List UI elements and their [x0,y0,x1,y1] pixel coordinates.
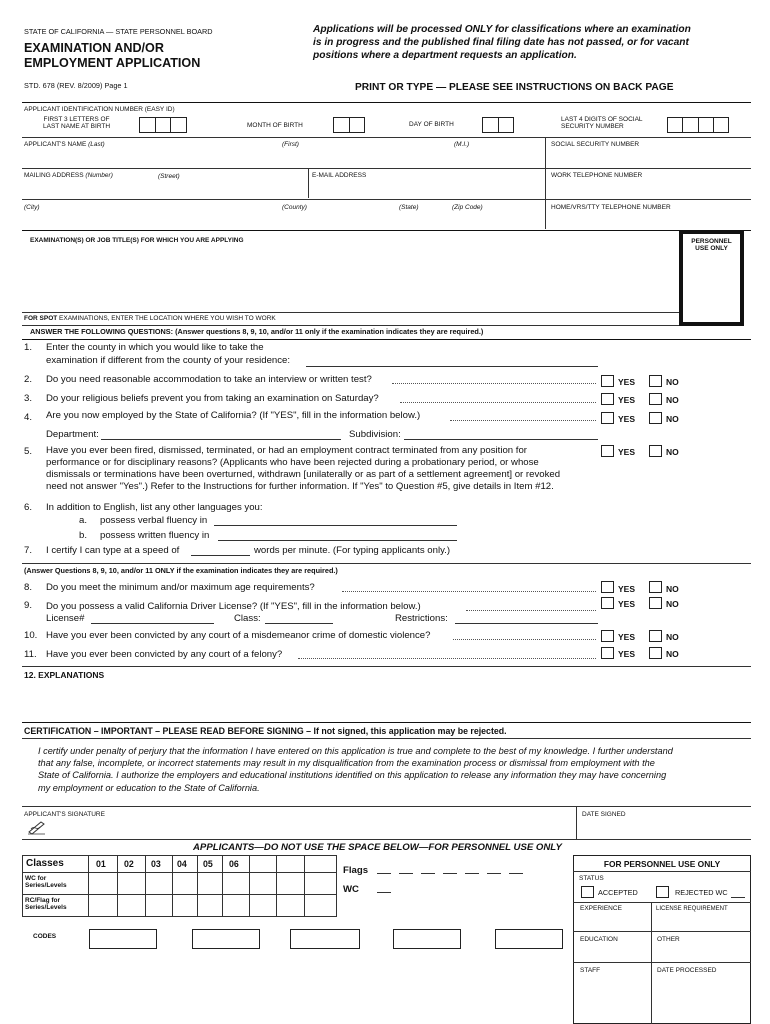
q4-yes-label: YES [618,414,636,424]
explanations-label: 12. EXPLANATIONS [24,670,105,680]
classes-col-line [276,855,277,917]
wc-label: WC [343,884,359,895]
cert-line2: that any false, incomplete, or incorrect statements may result in my disqualification from the examination process or dismissal from employment with the [38,758,655,769]
class-col-04: 04 [177,859,187,869]
wc-series-line1: WC for [25,875,47,882]
wc-series-line2: Series/Levels [25,882,67,890]
day-of-birth-input[interactable] [482,117,514,133]
q2-no-checkbox[interactable] [649,375,662,387]
q8-leader [342,591,596,592]
q10-yes-label: YES [618,632,636,642]
classes-col-line [222,855,223,917]
section2-header: (Answer Questions 8, 9, 10, and/or 11 ONLY if the examination indicates they are required.) [24,566,338,575]
accepted-label: ACCEPTED [598,888,638,897]
q11-number: 11. [24,649,37,660]
exam-title-input[interactable] [26,250,674,310]
date-signed-input[interactable] [582,820,747,836]
notice-line2: is in progress and the published final filing date has not passed, or for vacant [313,37,689,49]
code-box-2[interactable] [192,929,260,949]
q5-line4: need not answer "Yes".) Refer to the Instructions for further information. If "Yes" to Question #5, give details in Item #12. [46,480,554,492]
q9-no-label: NO [666,599,679,609]
q5-no-checkbox[interactable] [649,445,662,457]
state-label: (State) [399,204,419,211]
q8-yes-label: YES [618,584,636,594]
license-number-input[interactable] [91,623,214,624]
form-title-line2: EMPLOYMENT APPLICATION [24,56,201,70]
q4-no-checkbox[interactable] [649,412,662,424]
staff-label: STAFF [580,967,601,974]
city-row-rule [22,199,751,200]
q1-county-input[interactable] [306,366,598,367]
notice-line3: positions where a department requests an application. [313,50,577,62]
month-of-birth-label: MONTH OF BIRTH [247,122,303,129]
print-instructions: PRINT OR TYPE — PLEASE SEE INSTRUCTIONS ON BACK PAGE [355,82,674,93]
personnel-use-only-title: FOR PERSONNEL USE ONLY [603,859,721,869]
spot-rest: EXAMINATIONS, ENTER THE LOCATION WHERE YOU WISH TO WORK [57,315,276,322]
section2-top-rule [22,563,751,564]
classes-col-line [172,855,173,917]
signature-input[interactable] [52,818,572,836]
q3-no-label: NO [666,395,679,405]
verbal-fluency-input[interactable] [214,525,457,526]
class-col-03: 03 [151,859,161,869]
personnel-panel-divider [651,902,652,1024]
q2-yes-checkbox[interactable] [601,375,614,387]
personnel-line1: PERSONNEL [691,238,732,245]
q4-number: 4. [24,412,33,423]
class-col-01: 01 [96,859,106,869]
first-name-label: (First) [282,141,299,148]
certification-statement [38,745,750,794]
q4-yes-checkbox[interactable] [601,412,614,424]
street-label: (Street) [158,173,180,180]
rc-flag-line1: RC/Flag for [25,897,61,904]
exam-title-label: EXAMINATION(S) OR JOB TITLE(S) FOR WHICH YOU ARE APPLYING [30,237,244,244]
name-label-text: APPLICANT'S NAME [24,141,87,148]
q2-leader [392,383,596,384]
q3-leader [400,402,596,403]
q5-no-label: NO [666,447,679,457]
classes-col-line [304,855,305,917]
flag-slot-2[interactable] [399,873,413,874]
q3-text: Do your religious beliefs prevent you from taking an examination on Saturday? [46,393,379,404]
license-class-input[interactable] [265,623,333,624]
q9-yes-label: YES [618,599,636,609]
q7-number: 7. [24,545,33,556]
classes-col-line [249,855,250,917]
typing-speed-input[interactable] [191,555,250,556]
email-input[interactable] [312,182,542,196]
q5-line3: dismissals or terminations have been overturned, withdrawn [unilaterally or as part of a settlement agreement] or revoked [46,468,561,480]
first3-line2: LAST NAME AT BIRTH [43,123,111,131]
q5-text [46,445,594,493]
explanations-rule [22,666,751,667]
mailing-number-hint: (Number) [85,172,113,179]
q1-text-line2: examination if different from the county of your residence: [46,355,291,366]
q6-text: In addition to English, list any other languages you: [46,502,263,513]
date-signed-divider [576,806,577,839]
signature-bottom-rule [22,839,751,840]
classes-grid-row2 [22,894,337,895]
applicant-name-input[interactable] [24,152,541,166]
zip-label: (Zip Code) [452,204,483,211]
q8-yes-checkbox[interactable] [601,581,614,593]
rejected-label: REJECTED WC [675,888,728,897]
rc-flag-label [25,897,67,911]
q2-no-label: NO [666,377,679,387]
department-input[interactable] [101,439,341,440]
flags-label: Flags [343,865,369,876]
restrictions-input[interactable] [455,623,598,624]
status-label: STATUS [579,875,604,882]
q11-no-label: NO [666,649,679,659]
q4-leader [450,420,596,421]
q2-number: 2. [24,374,33,385]
home-phone-label: HOME/VRS/TTY TELEPHONE NUMBER [551,204,671,211]
q3-number: 3. [24,393,33,404]
license-requirement-label: LICENSE REQUIREMENT [656,906,728,912]
q2-yes-label: YES [618,377,636,387]
mailing-address-label [24,172,113,179]
ssn-last4-label [561,116,643,130]
date-signed-label: DATE SIGNED [582,811,626,818]
class-col-02: 02 [124,859,134,869]
name-last-hint: (Last) [88,141,105,148]
day-of-birth-label: DAY OF BIRTH [409,121,454,128]
restrictions-label: Restrictions: [395,613,448,624]
license-number-label: License# [46,613,85,624]
q6-number: 6. [24,502,33,513]
rc-flag-line2: Series/Levels [25,904,67,912]
flag-slot-5[interactable] [465,873,479,874]
q9-text: Do you possess a valid California Driver License? (If "YES", fill in the information below.) [46,601,421,612]
q5-line1: Have you ever been fired, dismissed, terminated, or had an employment contract terminated from any position for [46,445,527,456]
personnel-banner: APPLICANTS—DO NOT USE THE SPACE BELOW—FOR PERSONNEL USE ONLY [193,842,562,853]
q11-yes-checkbox[interactable] [601,647,614,659]
q10-no-checkbox[interactable] [649,630,662,642]
education-label: EDUCATION [580,936,618,943]
q6b-text: possess written fluency in [100,530,210,541]
certification-top-rule [22,722,751,723]
form-number: STD. 678 (REV. 8/2009) Page 1 [24,81,128,90]
code-box-4[interactable] [393,929,461,949]
wc-series-label [25,875,67,889]
first-3-letters-label [43,116,110,130]
rejected-wc-input[interactable] [731,897,745,898]
flag-slot-3[interactable] [421,873,435,874]
classes-col-line [88,855,89,917]
code-box-3[interactable] [290,929,360,949]
q5-yes-label: YES [618,447,636,457]
processing-notice [313,23,765,63]
flag-slot-1[interactable] [377,873,391,874]
classes-col-line [197,855,198,917]
flag-slot-7[interactable] [509,873,523,874]
date-processed-label: DATE PROCESSED [657,967,717,974]
q3-yes-checkbox[interactable] [601,393,614,405]
exam-section-rule [22,230,751,231]
q3-no-checkbox[interactable] [649,393,662,405]
q8-text: Do you meet the minimum and/or maximum age requirements? [46,582,315,593]
first-3-letters-input[interactable] [139,117,187,133]
q8-number: 8. [24,582,33,593]
cert-line3: State of California. I authorize the employers and educational institutions identified on this application to release any information they may have concerning [38,770,667,781]
signature-label: APPLICANT'S SIGNATURE [24,811,105,818]
q2-text: Do you need reasonable accommodation to take an interview or written test? [46,374,372,385]
q11-yes-label: YES [618,649,636,659]
department-label: Department: [46,429,99,440]
education-rule [573,931,751,932]
cert-line4: my employment or education to the State of California. [38,782,260,793]
staff-rule [573,962,751,963]
ssn4-line1: LAST 4 DIGITS OF SOCIAL [561,116,643,123]
email-divider [308,168,309,198]
personnel-line2: USE ONLY [695,245,728,253]
first3-line1: FIRST 3 LETTERS OF [43,116,110,123]
code-box-5[interactable] [495,929,563,949]
q9-no-checkbox[interactable] [649,597,662,609]
applicant-name-label [24,141,105,148]
classes-col-line [145,855,146,917]
q7-text-pre: I certify I can type at a speed of [46,545,180,556]
q8-no-checkbox[interactable] [649,581,662,593]
q10-yes-checkbox[interactable] [601,630,614,642]
accepted-checkbox[interactable] [581,886,594,898]
q6b-letter: b. [79,530,88,541]
middle-initial-label: (M.I.) [454,141,470,148]
q10-leader [453,639,596,640]
mailing-address-input[interactable] [24,182,304,196]
experience-label: EXPERIENCE [580,905,622,912]
cert-line1: I certify under penalty of perjury that the information I have entered on this application is true and complete to the best of my knowledge. I further understand [38,746,673,756]
q9-leader [466,610,596,611]
certification-header-rule [22,738,751,739]
easy-id-label: APPLICANT IDENTIFICATION NUMBER (EASY ID) [24,106,175,113]
city-label: (City) [24,204,40,211]
spot-exam-label [24,315,276,322]
certification-header: CERTIFICATION – IMPORTANT – PLEASE READ BEFORE SIGNING – If not signed, this application may be rejected. [24,726,507,736]
classes-col-line [117,855,118,917]
q6a-letter: a. [79,515,88,526]
agency-name: STATE OF CALIFORNIA — STATE PERSONNEL BOARD [24,27,213,36]
ssn4-line2: SECURITY NUMBER [561,123,624,131]
wc-slot[interactable] [377,892,391,893]
spot-bold: FOR SPOT [24,315,58,322]
q4-no-label: NO [666,414,679,424]
q10-text: Have you ever been convicted by any court of a misdemeanor crime of domestic violence? [46,630,431,641]
mailing-label-text: MAILING ADDRESS [24,172,84,179]
pen-icon [27,819,47,835]
q9-yes-checkbox[interactable] [601,597,614,609]
ssn-label: SOCIAL SECURITY NUMBER [551,141,640,148]
classes-grid-row1 [22,872,337,873]
experience-rule [573,902,751,903]
questions-header-bottom-rule [22,339,751,340]
county-label: (County) [282,204,307,211]
month-of-birth-input[interactable] [333,117,365,133]
subdivision-label: Subdivision: [349,429,401,440]
q9-number: 9. [24,600,33,611]
questions-header-top-rule [22,325,679,326]
q5-yes-checkbox[interactable] [601,445,614,457]
classes-label: Classes [26,858,64,869]
q11-leader [298,658,596,659]
status-top-rule [573,871,751,872]
other-label: OTHER [657,936,680,943]
q6a-text: possess verbal fluency in [100,515,208,526]
q10-number: 10. [24,630,38,641]
flag-slot-6[interactable] [487,873,501,874]
signature-top-rule [22,806,751,807]
q8-no-label: NO [666,584,679,594]
code-box-1[interactable] [89,929,157,949]
questions-header: ANSWER THE FOLLOWING QUESTIONS: (Answer questions 8, 9, 10, and/or 11 only if the examination indicates they are required.) [30,327,484,336]
id-top-rule [22,102,751,103]
q7-text-post: words per minute. (For typing applicants only.) [254,545,451,556]
explanations-input[interactable] [24,683,749,719]
q5-number: 5. [24,446,33,457]
subdivision-input[interactable] [404,439,598,440]
class-col-05: 05 [203,859,213,869]
form-title-line1: EXAMINATION AND/OR [24,41,164,55]
ssn-last4-input[interactable] [667,117,729,133]
q3-yes-label: YES [618,395,636,405]
spot-rule [22,312,679,313]
email-label: E-MAIL ADDRESS [312,172,367,179]
q11-text: Have you ever been convicted by any court of a felony? [46,649,283,660]
q10-no-label: NO [666,632,679,642]
q1-number: 1. [24,342,33,353]
notice-line1: Applications will be processed ONLY for classifications where an examination [313,24,691,35]
personnel-use-label [683,238,740,252]
q5-line2: performance or for disciplinary reasons? (Applicants who have been rejected during a probationary period, or whose [46,456,539,468]
personnel-use-box [679,230,744,326]
rejected-checkbox[interactable] [656,886,669,898]
right-column-divider [545,137,546,229]
mailing-row-rule [22,168,751,169]
q4-text: Are you now employed by the State of California? (If "YES", fill in the information below.) [46,410,421,421]
written-fluency-input[interactable] [218,540,457,541]
name-row-rule [22,137,751,138]
codes-label: CODES [33,933,57,940]
q11-no-checkbox[interactable] [649,647,662,659]
flag-slot-4[interactable] [443,873,457,874]
work-phone-label: WORK TELEPHONE NUMBER [551,172,643,179]
class-col-06: 06 [229,859,239,869]
form-title [24,41,200,71]
license-class-label: Class: [234,613,261,624]
q1-text-line1: Enter the county in which you would like to take the [46,342,264,353]
